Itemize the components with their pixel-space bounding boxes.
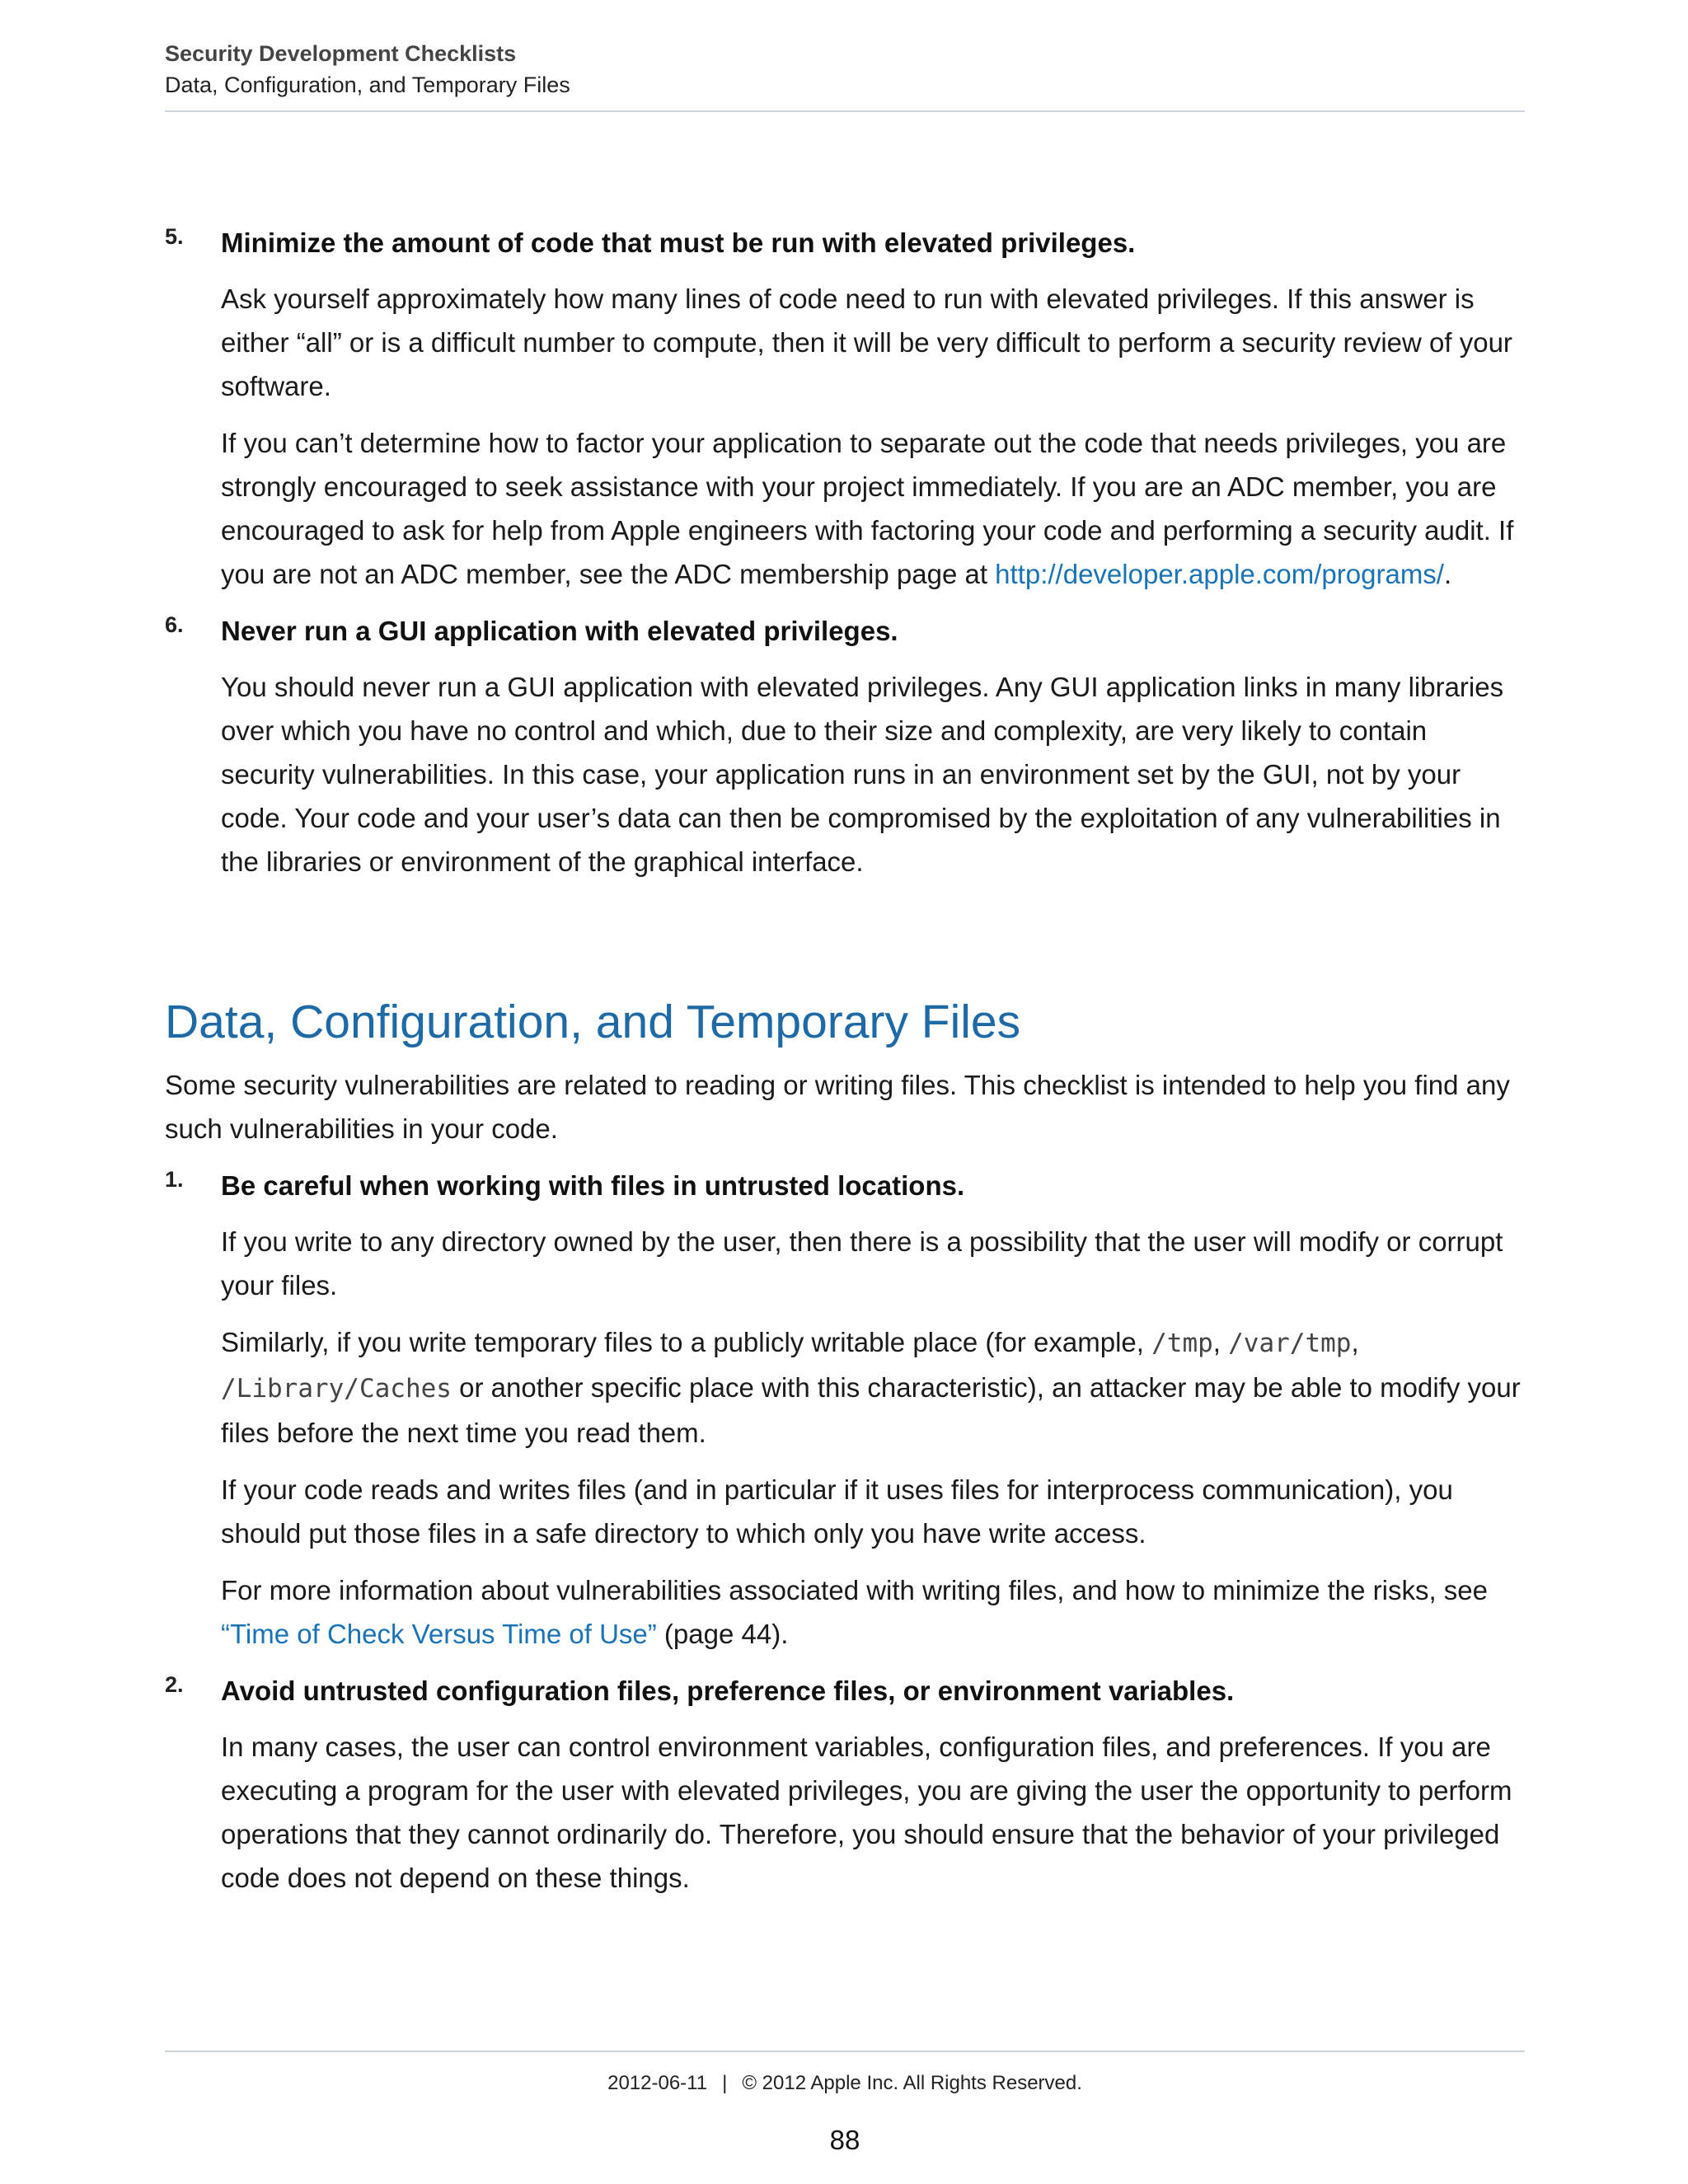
separator: , xyxy=(1351,1327,1359,1357)
footer-copyright: © 2012 Apple Inc. All Rights Reserved. xyxy=(742,2072,1082,2094)
document-title: Security Development Checklists xyxy=(165,41,517,66)
chapter-title: Data, Configuration, and Temporary Files xyxy=(165,73,570,97)
item-number: 1. xyxy=(165,1167,184,1192)
adc-programs-link[interactable]: http://developer.apple.com/programs/ xyxy=(995,559,1444,589)
paragraph-text: or another specific place with this characteristic), an attacker may be able to modify your files before the next time you read them. xyxy=(221,1372,1521,1448)
checklist-item-1 xyxy=(165,1164,1525,1656)
checklist-item-6 xyxy=(165,609,1525,883)
item-paragraph: If you write to any directory owned by the user, then there is a possibility that the user will modify or corrupt your files. xyxy=(221,1226,1503,1301)
item-paragraph xyxy=(221,421,1525,596)
paragraph-text: (page 44). xyxy=(656,1619,789,1649)
item-number: 6. xyxy=(165,612,184,637)
section-heading: Data, Configuration, and Temporary Files xyxy=(165,996,1021,1048)
paragraph-text: For more information about vulnerabilities associated with writing files, and how to minimize the risks, see xyxy=(221,1575,1488,1605)
page-number: 88 xyxy=(829,2125,860,2155)
paragraph-text: If you can’t determine how to factor your application to separate out the code that needs privileges, you are strongly encouraged to seek assistance with your project immediately. If you are an ADC member, you are encouraged to ask for help from Apple engineers with factoring your code and performing a security audit. If you are not an ADC member, see the ADC membership page at xyxy=(221,428,1514,589)
code-library-caches: /Library/Caches xyxy=(221,1374,452,1404)
footer-date: 2012-06-11 xyxy=(607,2072,708,2094)
item-paragraph: In many cases, the user can control environment variables, configuration files, and preferences. If you are executing a program for the user with elevated privileges, you are giving the user the opportunity to perform operations that they cannot ordinarily do. Therefore, you should ensure that the behavior of your privileged code does not depend on these things. xyxy=(221,1732,1512,1893)
checklist-item-2 xyxy=(165,1669,1525,1900)
item-number: 5. xyxy=(165,224,184,249)
item-paragraph: If your code reads and writes files (and in particular if it uses files for interprocess communication), you should put those files in a safe directory to which only you have write access. xyxy=(221,1474,1453,1549)
page-footer xyxy=(165,2050,1525,2156)
paragraph-text: Similarly, if you write temporary files to a publicly writable place (for example, xyxy=(221,1327,1152,1357)
item-paragraph: You should never run a GUI application with elevated privileges. Any GUI application links in many libraries over which you have no control and which, due to their size and complexity, are very likely to contain security vulnerabilities. In this case, your application runs in an environment set by the GUI, not by your code. Your code and your user’s data can then be compromised by the exploitation of any vulnerabilities in the libraries or environment of the graphical interface. xyxy=(221,672,1504,877)
item-paragraph: Ask yourself approximately how many lines of code need to run with elevated privileges. If this answer is either “all” or is a difficult number to compute, then it will be very difficult to perform a security review of your software. xyxy=(221,284,1512,401)
item-title: Be careful when working with files in untrusted locations. xyxy=(221,1170,965,1201)
footer-divider: | xyxy=(722,2072,728,2094)
checklist-item-5 xyxy=(165,221,1525,596)
page-header xyxy=(165,38,1525,112)
separator: , xyxy=(1212,1327,1229,1357)
section-intro: Some security vulnerabilities are related to reading or writing files. This checklist is intended to help you find any such vulnerabilities in your code. xyxy=(165,1070,1510,1144)
paragraph-end: . xyxy=(1443,559,1452,589)
item-title: Minimize the amount of code that must be run with elevated privileges. xyxy=(221,227,1136,258)
time-of-check-link[interactable]: “Time of Check Versus Time of Use” xyxy=(221,1619,657,1649)
code-var-tmp: /var/tmp xyxy=(1228,1329,1352,1358)
main-content xyxy=(165,221,1525,1913)
item-number: 2. xyxy=(165,1672,184,1697)
item-paragraph xyxy=(221,1568,1525,1656)
footer-line xyxy=(165,2070,1525,2097)
item-title: Avoid untrusted configuration files, preference files, or environment variables. xyxy=(221,1675,1235,1706)
item-title: Never run a GUI application with elevated privileges. xyxy=(221,616,898,646)
item-paragraph xyxy=(221,1320,1525,1455)
code-tmp: /tmp xyxy=(1151,1329,1213,1358)
